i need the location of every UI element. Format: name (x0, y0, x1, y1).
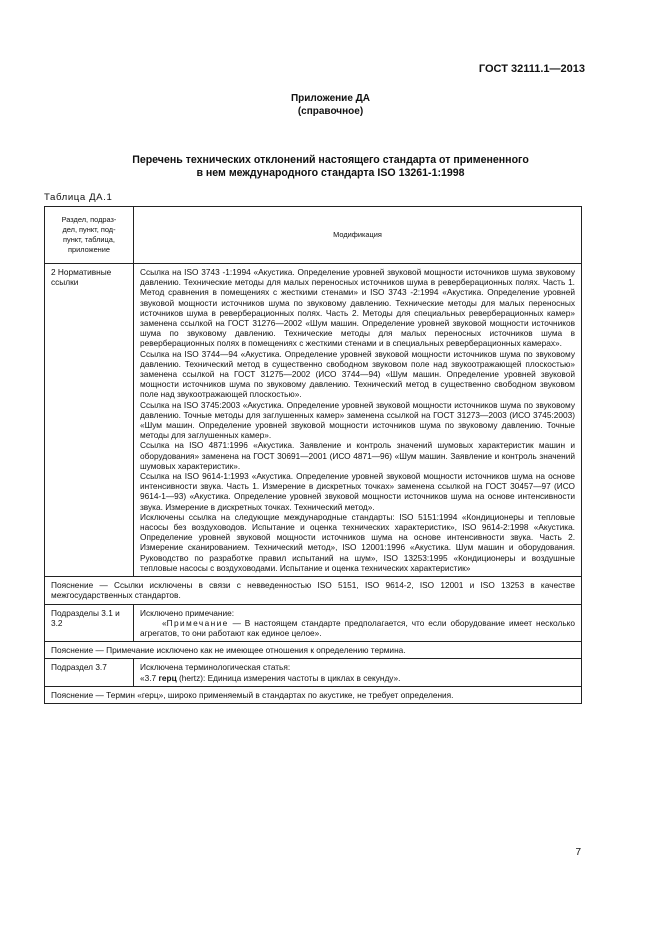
explanation-note: Пояснение — Термин «герц», широко применяемый в стандартах по акустике, не требует определения. (45, 686, 582, 703)
table-note-row (45, 686, 582, 703)
table-note-row (45, 642, 582, 659)
standard-number: ГОСТ 32111.1—2013 (478, 63, 585, 75)
table-label: Таблица ДА.1 (44, 192, 113, 203)
modification-paragraph: Исключены ссылка на следующие международные стандарты: ISO 5151:1994 «Кондиционеры и тепловые насосы без воздуховодов. Испытание и оценка технических характеристик», ISO 9614-2:1998 «Акустика. Определение уровней звуковой мощности источников шума на основе интенсивности звука. Часть 2. Измерение сканированием. Технический метод», ISO 12001:1996 «Акустика. Шум машин и оборудования. Руководство по разработке правил испытаний на шум», ISO 13253:1995 «Кондиционеры и воздушные тепловые насосы с воздуховодами. Испытание и оценка технических характеристик» (140, 511, 575, 573)
document-title (40, 154, 621, 180)
row-section: Подраздел 3.7 (45, 659, 134, 686)
table-row (45, 604, 582, 642)
table-row (45, 264, 582, 577)
term-name: герц (158, 672, 177, 683)
modification-line: Исключена терминологическая статья: (140, 662, 291, 673)
page-number: 7 (575, 847, 581, 858)
header-modification-column: Модификация (134, 207, 582, 264)
explanation-note: Пояснение — Ссылки исключены в связи с невведенностью ISO 5151, ISO 9614-2, ISO 12001 и ISO 13253 в качестве межгосударственных стандартов. (45, 577, 582, 604)
row-modification (134, 604, 582, 642)
annex-title: Приложение ДА (290, 93, 371, 104)
document-title-line2: в нем международного стандарта ISO 13261-1:1998 (196, 167, 465, 179)
annex-heading (0, 93, 661, 118)
row-section: Подразделы 3.1 и 3.2 (45, 604, 134, 642)
excluded-term (140, 673, 575, 683)
excluded-note: «Примечание — В настоящем стандарте предполагается, что если оборудование имеет несколько агрегатов, то они работают как единое целое». (140, 617, 575, 638)
modification-paragraph: Ссылка на ISO 9614-1:1993 «Акустика. Определение уровней звуковой мощности источников шума на основе интенсивности звука. Часть 1. Измерение в дискретных точках» заменена ссылкой на ГОСТ 30457—97 (ИСО 9614-1—93) «Акустика. Определение уровней звуковой мощности источников шума на основе интенсивности звука. Измерение в дискретных точках. Технический метод». (140, 471, 575, 512)
table-header-row (45, 207, 582, 264)
deviations-table (44, 206, 582, 704)
term-prefix: «3.7 (140, 672, 159, 683)
table-note-row (45, 577, 582, 604)
note-label: Примечание (166, 617, 229, 628)
annex-subtitle: (справочное) (297, 105, 364, 117)
modification-line: Исключено примечание: (140, 607, 235, 618)
row-modification (134, 659, 582, 686)
row-section: 2 Нормативные ссылки (45, 264, 134, 577)
term-definition: (hertz): Единица измерения частоты в циклах в секунду». (176, 672, 401, 683)
header-section-column: Раздел, подраз- дел, пункт, под- пункт, таблица, приложение (45, 207, 134, 264)
document-title-line1: Перечень технических отклонений настоящего стандарта от примененного (132, 154, 529, 166)
modification-paragraph: Ссылка на ISO 3744—94 «Акустика. Определение уровней звуковой мощности источников шума по звуковому давлению. Технический метод в существенно свободном звуковом поле над звукоотражающей плоскостью» заменена ссылкой на ГОСТ 31275—2002 (ИСО 3744—94) «Шум машин. Определение уровней звуковой мощности источников шума по звуковому давлению. Технический метод в существенно свободном звуковом поле над звукоотражающей плоскостью». (140, 348, 575, 400)
table-row (45, 659, 582, 686)
modification-paragraph: Ссылка на ISO 3745:2003 «Акустика. Определение уровней звуковой мощности источников шума по звуковому давлению. Точные методы для заглушенных камер» заменена ссылкой на ГОСТ 31273—2003 (ИСО 3745:2003) «Шум машин. Определение уровней звуковой мощности источников шума по звуковому давлению. Точные методы для заглушенных камер». (140, 399, 575, 441)
modification-paragraph: Ссылка на ISO 4871:1996 «Акустика. Заявление и контроль значений шумовых характеристик машин и оборудования» заменена на ГОСТ 30691—2001 (ИСО 4871—96) «Шум машин. Заявление и контроль значений шумовых характеристик». (140, 440, 575, 471)
row-modification (134, 264, 582, 577)
modification-paragraph: Ссылка на ISO 3743 -1:1994 «Акустика. Определение уровней звуковой мощности источников шума звуковому давлению. Технические методы для малых переносных источников шума в реверберационных полях. Часть 1. Метод сравнения в помещениях с жесткими стенами» и ISO 3743 -2:1994 «Акустика. Определение уровней звуковой мощности источников шума по звуковому давлению. Технические методы для малых переносных источников шума в реверберационных полях. Часть 2. Методы для специальных реверберационных камер» заменена ссылкой на ГОСТ 31276—2002 «Шум машин. Определение уровней звуковой мощности источников шума по звуковому давлению. Технические методы для малых переносных источников шума в реверберационных полях в помещениях с жесткими стенами и в специальных реверберационных камерах». (140, 267, 575, 349)
note-text: — В настоящем стандарте предполагается, что если оборудование имеет несколько агрегатов, то они работают как единое целое». (140, 617, 575, 638)
explanation-note: Пояснение — Примечание исключено как не имеющее отношения к определению термина. (45, 642, 582, 659)
